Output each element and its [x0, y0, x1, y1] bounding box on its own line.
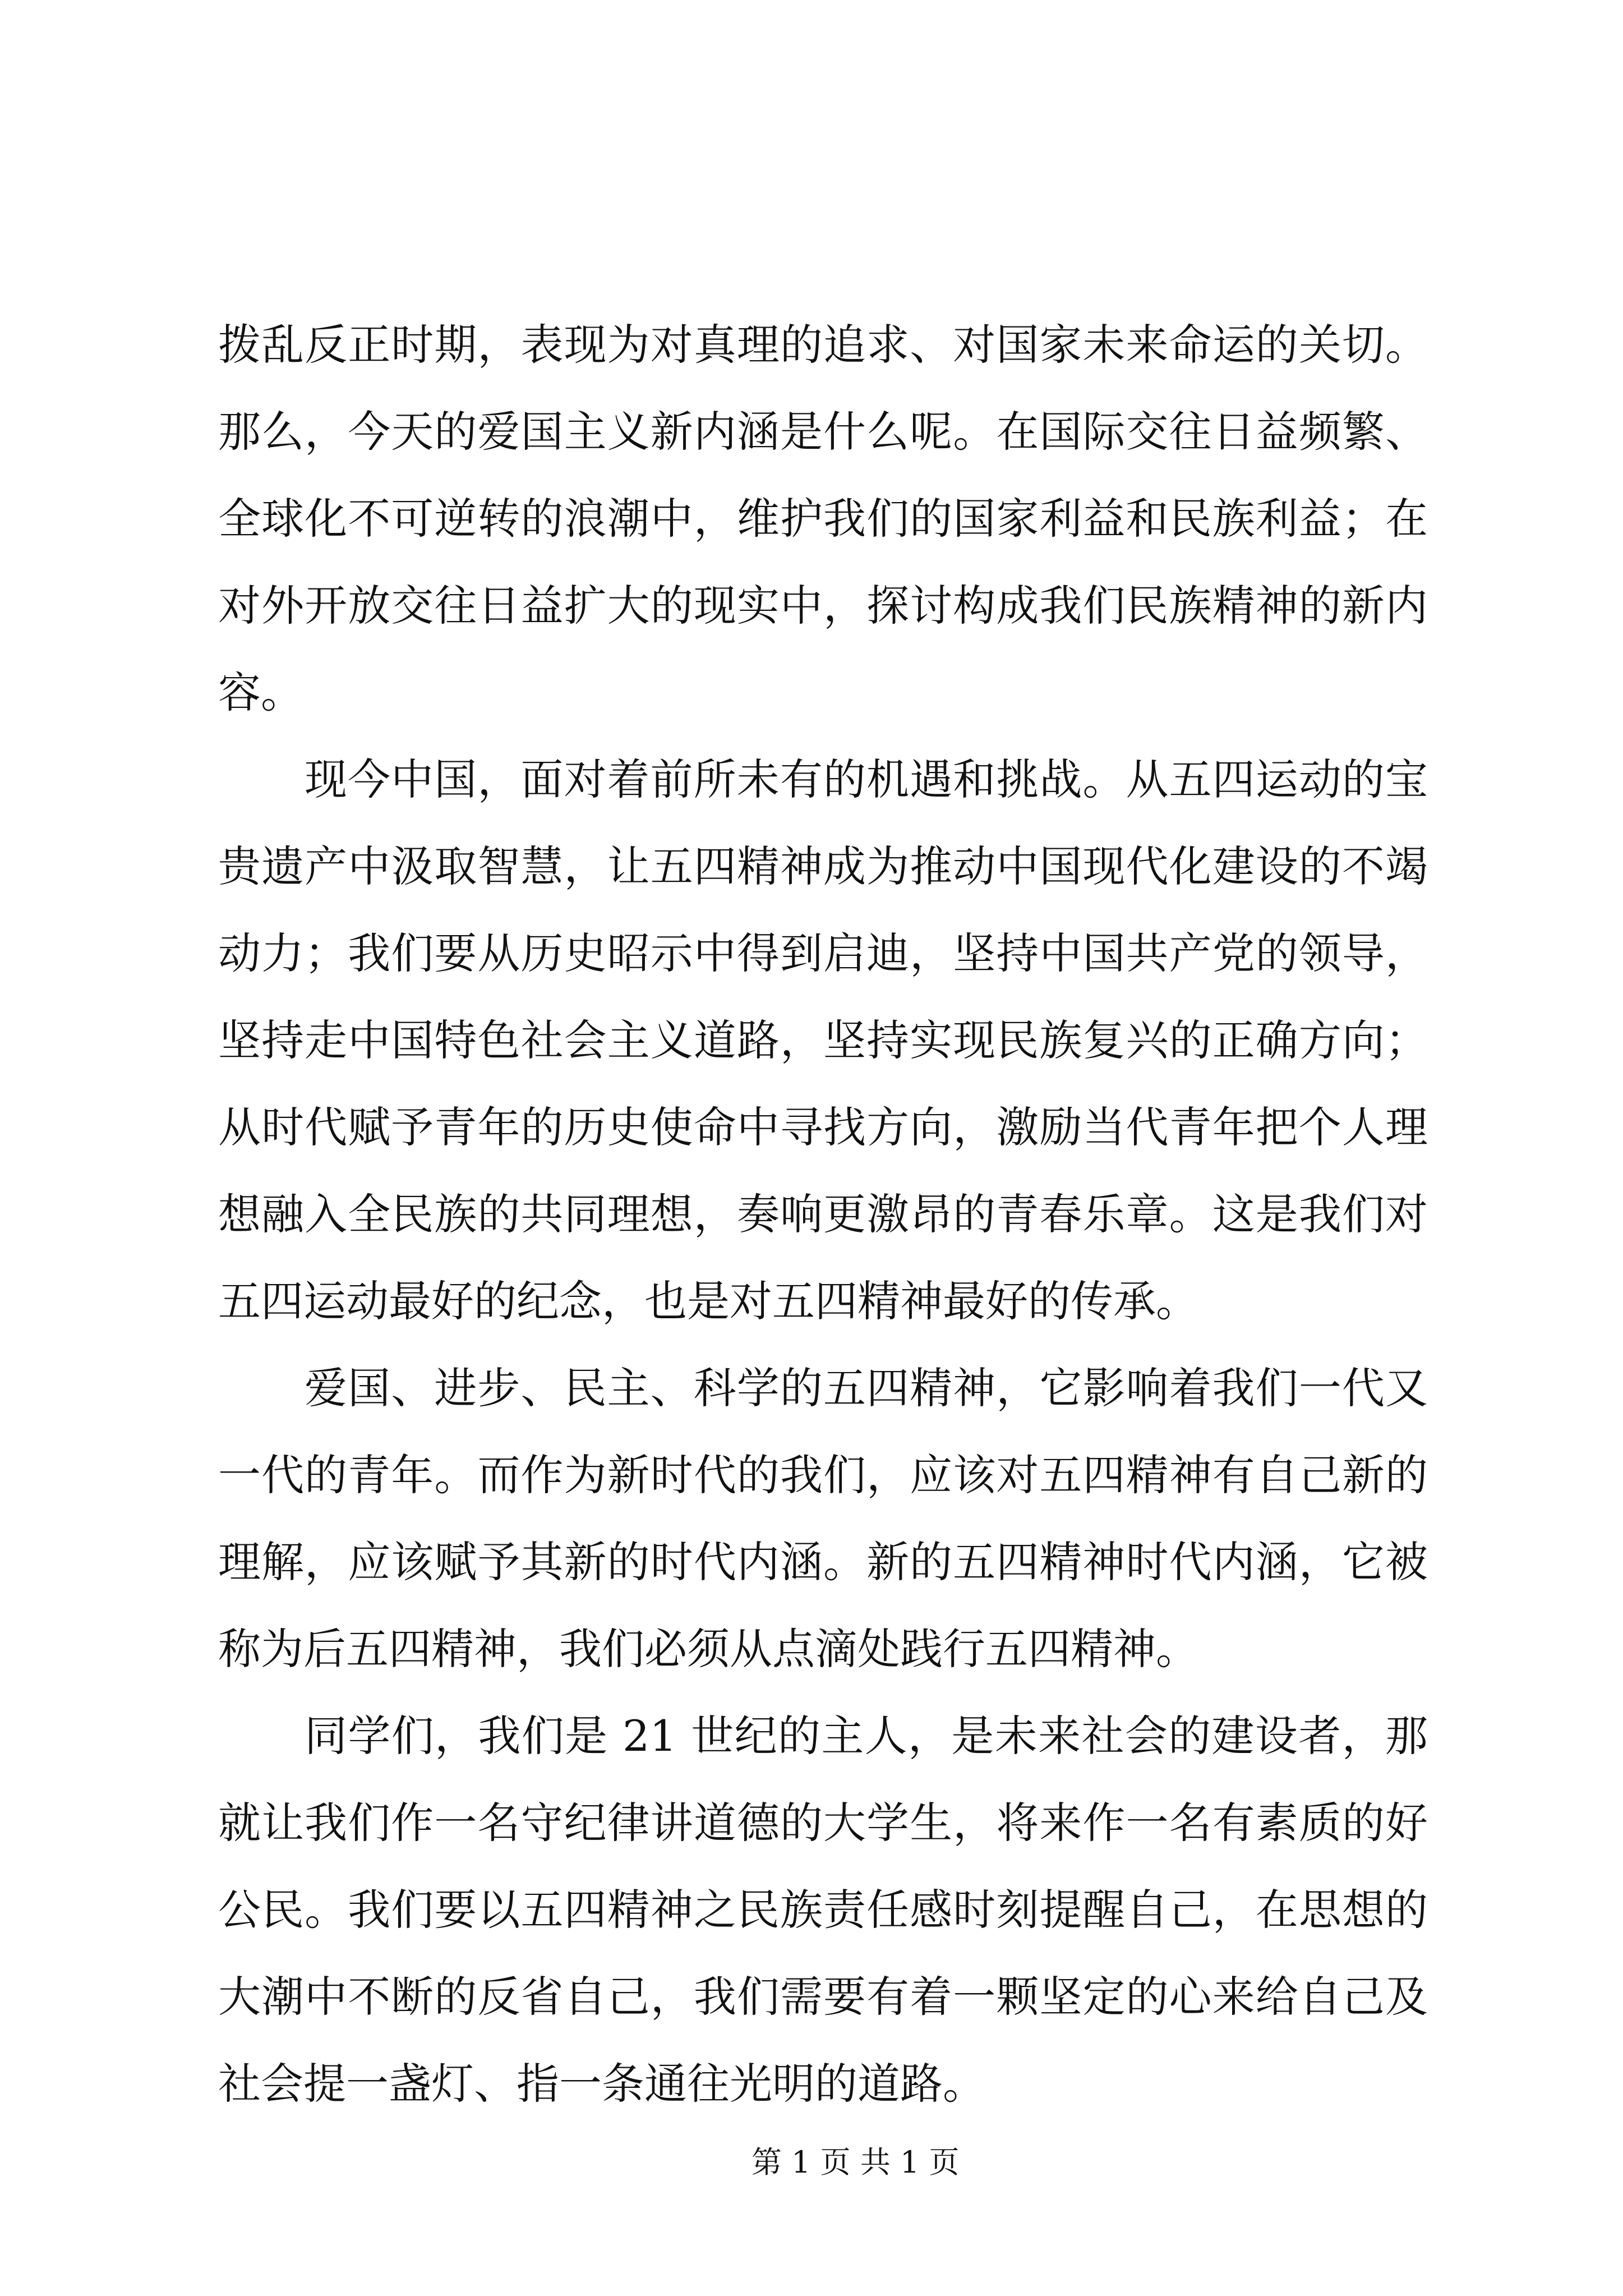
text-line: 全球化不可逆转的浪潮中，维护我们的国家利益和民族利益；在 — [218, 494, 1428, 544]
paragraph — [218, 301, 1428, 736]
text-line: 拨乱反正时期，表现为对真理的追求、对国家未来命运的关切。 — [218, 320, 1428, 370]
text-line: 动力；我们要从历史昭示中得到启迪，坚持中国共产党的领导， — [218, 928, 1428, 978]
text-line: 坚持走中国特色社会主义道路，坚持实现民族复兴的正确方向； — [218, 1015, 1428, 1065]
text-line: 大潮中不断的反省自己，我们需要有着一颗坚定的心来给自己及 — [218, 1972, 1428, 2022]
text-line: 容。 — [218, 668, 303, 717]
text-line: 爱国、进步、民主、科学的五四精神，它影响着我们一代又 — [305, 1363, 1428, 1413]
text-line: 一代的青年。而作为新时代的我们，应该对五四精神有自己新的 — [218, 1450, 1428, 1500]
text-line: 理解，应该赋予其新的时代内涵。新的五四精神时代内涵，它被 — [218, 1537, 1428, 1587]
text-line: 公民。我们要以五四精神之民族责任感时刻提醒自己，在思想的 — [218, 1885, 1428, 1935]
text-line: 社会提一盏灯、指一条通往光明的道路。 — [218, 2059, 985, 2109]
text-line: 称为后五四精神，我们必须从点滴处践行五四精神。 — [218, 1624, 1198, 1674]
page-footer: 第 1 页 共 1 页 — [751, 2145, 960, 2180]
text-line: 想融入全民族的共同理想，奏响更激昂的青春乐章。这是我们对 — [218, 1189, 1428, 1239]
text-line: 就让我们作一名守纪律讲道德的大学生，将来作一名有素质的好 — [218, 1798, 1428, 1848]
text-line: 对外开放交往日益扩大的现实中，探讨构成我们民族精神的新内 — [218, 581, 1428, 631]
paragraph — [218, 1692, 1428, 2127]
text-line: 现今中国，面对着前所未有的机遇和挑战。从五四运动的宝 — [305, 754, 1428, 804]
text-line: 那么，今天的爱国主义新内涵是什么呢。在国际交往日益频繁、 — [218, 407, 1428, 457]
paragraph — [218, 736, 1428, 1345]
paragraph — [218, 1345, 1428, 1692]
document-body — [218, 301, 1428, 2127]
text-line: 同学们，我们是 21 世纪的主人，是未来社会的建设者，那 — [305, 1711, 1428, 1761]
text-line: 从时代赋予青年的历史使命中寻找方向，激励当代青年把个人理 — [218, 1102, 1428, 1152]
text-line: 五四运动最好的纪念，也是对五四精神最好的传承。 — [218, 1276, 1198, 1326]
text-line: 贵遗产中汲取智慧，让五四精神成为推动中国现代化建设的不竭 — [218, 841, 1428, 891]
